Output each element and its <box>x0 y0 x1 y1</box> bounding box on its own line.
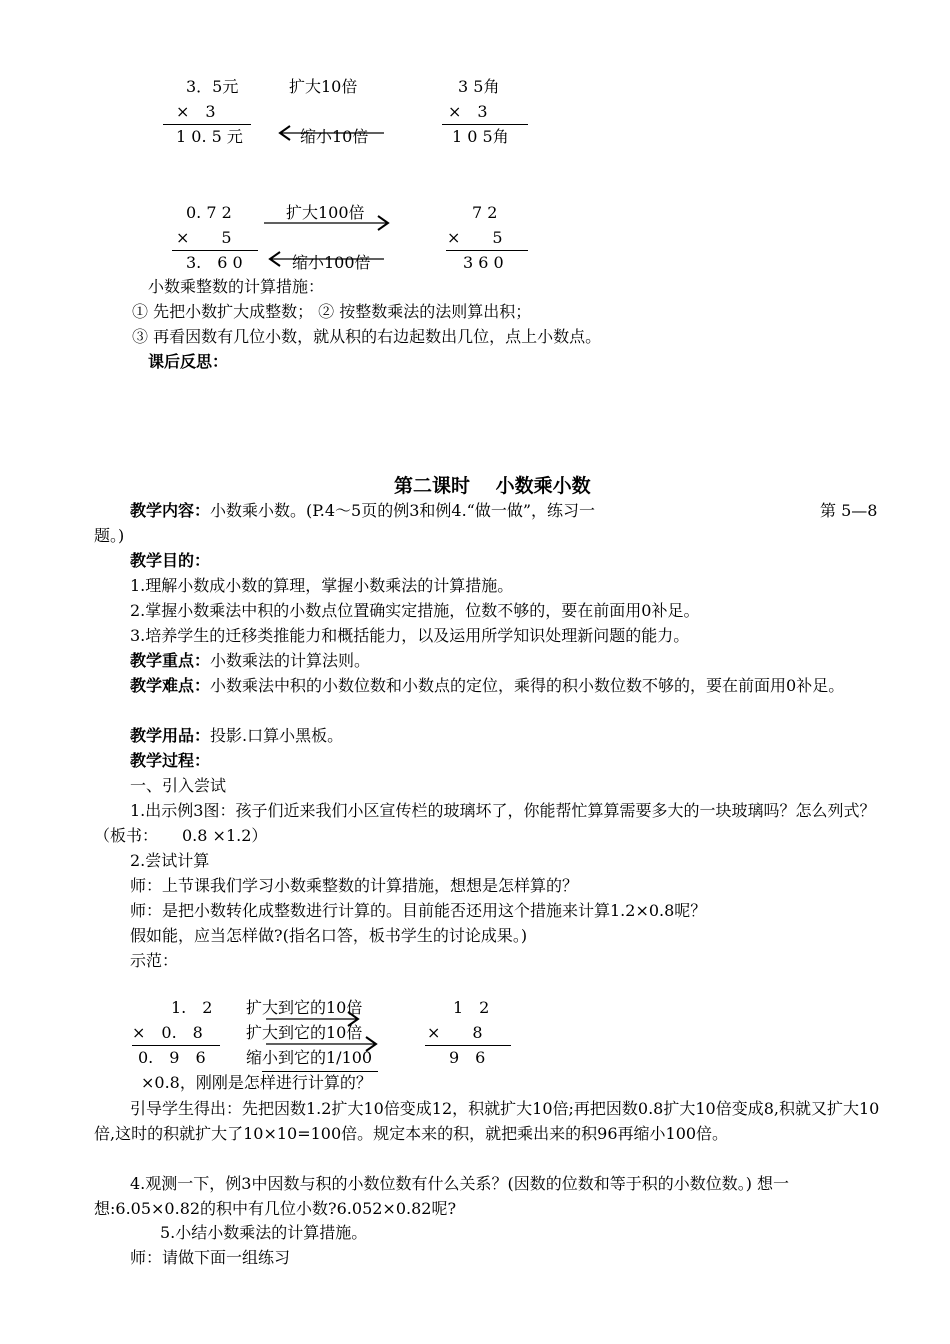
calc2-underline <box>172 250 258 251</box>
teacher-practice: 师：请做下面一组练习 <box>130 1248 291 1267</box>
teacher-line-3: 假如能，应当怎样做?(指名口答，板书学生的讨论成果。) <box>130 926 528 945</box>
calc2-int-underline <box>446 250 528 251</box>
calc3-multiplier: × 0. 8 <box>132 1023 203 1042</box>
calc3-multiplicand: 1. 2 <box>171 998 213 1017</box>
calc3-int-underline <box>425 1045 511 1046</box>
teaching-tools-label: 教学用品： <box>130 726 211 745</box>
calc1-result: 1 0. 5 元 <box>176 127 243 146</box>
question-line: ×0.8，刚刚是怎样进行计算的？ <box>141 1073 372 1092</box>
teaching-content-tail: 题。) <box>94 526 125 545</box>
teaching-difficulty-label: 教学难点： <box>130 676 211 695</box>
method-line-1: ① 先把小数扩大成整数； ② 按整数乘法的法则算出积； <box>132 302 532 321</box>
calc1-int-multiplier: × 3 <box>448 102 488 121</box>
calc2-expand-label: 扩大100倍 <box>286 203 365 222</box>
teaching-goal-3: 3.培养学生的迁移类推能力和概括能力，以及运用所学知识处理新问题的能力。 <box>130 626 690 645</box>
calc2-shrink-label: 缩小100倍 <box>292 253 371 272</box>
calc3-label-1: 扩大到它的10倍 <box>246 998 363 1017</box>
calc2-int-multiplicand: 7 2 <box>472 203 498 222</box>
process-step-1: 1.出示例3图：孩子们近来我们小区宣传栏的玻璃坏了，你能帮忙算算需要多大的一块玻璃吗？怎么列式？（板书： 0.8 ×1.2） <box>94 801 876 845</box>
teaching-content <box>130 501 595 521</box>
calc3-arrow-2 <box>264 1035 384 1055</box>
teaching-key <box>130 651 370 671</box>
demo-label: 示范： <box>130 951 179 970</box>
calc1-multiplier: × 3 <box>176 102 216 121</box>
calc3-arrow-3 <box>262 1071 378 1072</box>
calc2-int-multiplier: × 5 <box>447 228 503 247</box>
after-class-reflection: 课后反思： <box>148 352 229 371</box>
teacher-line-2: 师：是把小数转化成整数进行计算的。目前能否还用这个措施来计算1.2×0.8呢？ <box>130 901 707 920</box>
teaching-content-text: 小数乘小数。(P.4～5页的例3和例4.“做一做”，练习一 <box>210 501 596 520</box>
teaching-goal-1: 1.理解小数成小数的算理，掌握小数乘法的计算措施。 <box>130 576 514 595</box>
calc2-int-result: 3 6 0 <box>463 253 504 272</box>
calc3-underline <box>132 1045 220 1046</box>
summary-step: 5.小结小数乘法的计算措施。 <box>160 1223 368 1242</box>
teaching-tools <box>130 726 343 746</box>
calc2-multiplier: × 5 <box>176 228 232 247</box>
calc3-label-2: 扩大到它的10倍 <box>246 1023 363 1042</box>
teaching-process-label: 教学过程： <box>130 751 211 770</box>
calc3-arrow-1 <box>264 1010 364 1030</box>
teaching-key-text: 小数乘法的计算法则。 <box>210 651 371 670</box>
calc3-result: 0. 9 6 <box>138 1048 206 1067</box>
calc1-underline <box>163 124 251 125</box>
calc1-int-result: 1 0 5角 <box>452 127 509 146</box>
calc3-int-multiplicand: 1 2 <box>453 998 490 1017</box>
calc1-shrink-label: 缩小10倍 <box>300 127 369 146</box>
guided-conclusion: 引导学生得出：先把因数1.2扩大10倍变成12，积就扩大10倍;再把因数0.8扩大10倍变成8,积就又扩大10倍,这时的积就扩大了10×10=100倍。规定本来的积，就把乘出来的积96再缩小100倍。 <box>94 1099 880 1143</box>
teaching-goal-label: 教学目的： <box>130 551 211 570</box>
teaching-difficulty <box>94 673 884 698</box>
calc2-result: 3. 6 0 <box>186 253 243 272</box>
calc1-expand-label: 扩大10倍 <box>289 77 358 96</box>
process-step-2: 2.尝试计算 <box>130 851 210 870</box>
teaching-content-label: 教学内容： <box>130 501 211 520</box>
method-title: 小数乘整数的计算措施： <box>148 277 325 296</box>
teaching-tools-text: 投影.口算小黑板。 <box>210 726 344 745</box>
lesson2-title: 第二课时 小数乘小数 <box>394 475 591 497</box>
teaching-goal-2: 2.掌握小数乘法中积的小数点位置确实定措施，位数不够的，要在前面用0补足。 <box>130 601 700 620</box>
calc3-label-3: 缩小到它的1/100 <box>246 1048 373 1067</box>
calc3-int-multiplier: × 8 <box>427 1023 483 1042</box>
teaching-content-pages: 第 5—8 <box>820 501 878 520</box>
calc1-int-underline <box>442 124 528 125</box>
teaching-difficulty-text: 小数乘法中积的小数位数和小数点的定位，乘得的积小数位数不够的，要在前面用0补足。 <box>210 676 845 695</box>
calc1-multiplicand: 3．5元 <box>186 77 239 96</box>
observation-step: 4.观测一下，例3中因数与积的小数位数有什么关系？(因数的位数和等于积的小数位数。) 想一想:6.05×0.82的积中有几位小数?6.052×0.82呢? <box>94 1174 790 1218</box>
teaching-key-label: 教学重点： <box>130 651 211 670</box>
process-section-1: 一、引入尝试 <box>130 776 227 795</box>
calc2-expand-arrow <box>262 214 394 234</box>
calc2-multiplicand: 0. 7 2 <box>186 203 232 222</box>
calc1-int-multiplicand: 3 5角 <box>458 77 500 96</box>
teacher-line-1: 师：上节课我们学习小数乘整数的计算措施，想想是怎样算的？ <box>130 876 579 895</box>
calc3-int-result: 9 6 <box>449 1048 486 1067</box>
method-line-2: ③ 再看因数有几位小数，就从积的右边起数出几位，点上小数点。 <box>132 327 602 346</box>
